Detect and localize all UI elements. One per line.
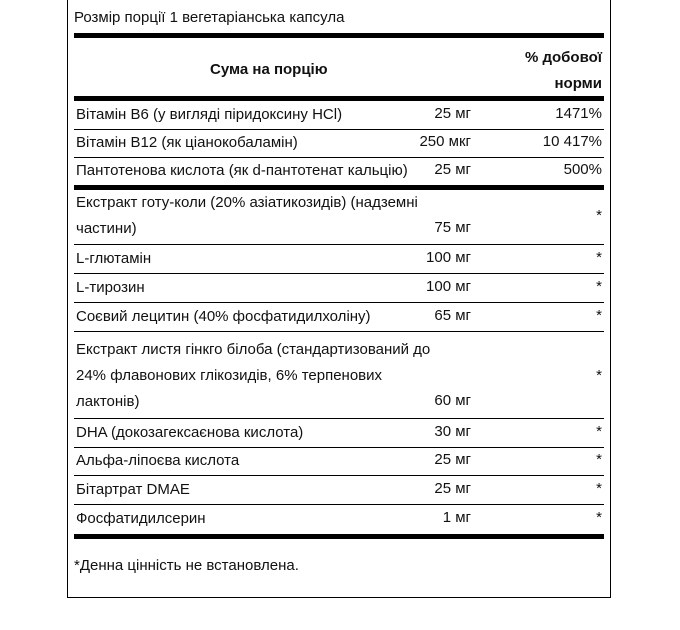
nutrient-daily-value: * [596, 307, 602, 324]
nutrient-name-line: DHA (докозагексаєнова кислота) [76, 424, 304, 441]
nutrient-name [76, 506, 206, 532]
nutrient-name-line: Соєвий лецитин (40% фосфатидилхоліну) [76, 308, 371, 325]
nutrient-name [76, 448, 239, 474]
nutrient-daily-value: * [596, 207, 602, 224]
nutrient-row [74, 188, 604, 244]
nutrient-amount: 100 мг [426, 249, 471, 266]
nutrient-name-line: L-тирозин [76, 279, 145, 296]
thick-divider [74, 534, 604, 539]
nutrient-name-line: Бітартрат DMAE [76, 481, 190, 498]
nutrient-name [76, 420, 303, 446]
thick-divider-top [74, 33, 604, 38]
nutrient-name [76, 304, 371, 330]
nutrient-daily-value: 1471% [555, 105, 602, 122]
nutrient-name-line: Фосфатидилсерин [76, 510, 206, 527]
nutrient-row [74, 302, 604, 331]
nutrient-amount: 250 мкг [419, 133, 471, 150]
nutrient-daily-value: * [596, 423, 602, 440]
nutrient-name-line: Екстракт готу-коли (20% азіатикозидів) (надземні [76, 194, 418, 211]
nutrient-name [76, 246, 151, 272]
nutrient-amount: 25 мг [434, 161, 471, 178]
supplement-facts-panel [67, 0, 611, 598]
daily-value-header [512, 45, 602, 97]
nutrient-name-line: Вітамін В12 (як ціанокобаламін) [76, 134, 298, 151]
nutrient-amount: 25 мг [434, 480, 471, 497]
nutrient-daily-value: * [596, 451, 602, 468]
nutrient-amount: 65 мг [434, 307, 471, 324]
nutrient-daily-value: * [596, 249, 602, 266]
nutrient-name [76, 275, 145, 301]
nutrient-row [74, 273, 604, 302]
nutrient-amount: 25 мг [434, 451, 471, 468]
nutrient-daily-value: * [596, 509, 602, 526]
daily-value-header-line2: норми [554, 75, 602, 92]
nutrient-amount: 100 мг [426, 278, 471, 295]
nutrient-daily-value: * [596, 278, 602, 295]
nutrient-daily-value: 500% [563, 161, 602, 178]
daily-value-header-line1: % добової [524, 49, 602, 66]
serving-size: Розмір порції 1 вегетаріанська капсула [74, 9, 345, 26]
nutrient-row [74, 244, 604, 273]
nutrient-row [74, 334, 604, 418]
nutrient-name-line: 24% флавонових глікозидів, 6% терпенових [76, 367, 383, 384]
nutrient-name-line: частини) [76, 220, 137, 237]
nutrient-amount: 1 мг [442, 509, 471, 526]
nutrient-row [74, 447, 604, 475]
nutrient-amount: 25 мг [434, 105, 471, 122]
nutrient-name-line: лактонів) [76, 393, 140, 410]
nutrient-name-line: Вітамін В6 (у вигляді піридоксину HCl) [76, 106, 343, 123]
nutrient-name-line: Альфа-ліпоєва кислота [76, 452, 240, 469]
nutrient-daily-value: * [596, 367, 602, 384]
nutrient-amount: 75 мг [434, 219, 471, 236]
row-divider [74, 331, 604, 332]
nutrient-row [74, 475, 604, 504]
nutrient-name-line: Екстракт листя гінкго білоба (стандартизований до [76, 341, 431, 358]
nutrient-row [74, 504, 604, 534]
nutrient-name [76, 130, 298, 156]
nutrient-row [74, 129, 604, 157]
nutrient-amount: 30 мг [434, 423, 471, 440]
nutrient-amount: 60 мг [434, 392, 471, 409]
nutrient-daily-value: * [596, 480, 602, 497]
nutrient-name-line: L-глютамін [76, 250, 152, 267]
amount-per-serving-header: Сума на порцію [210, 61, 328, 78]
nutrient-name [76, 477, 190, 503]
nutrient-row [74, 418, 604, 447]
nutrient-row [74, 101, 604, 129]
nutrient-name [76, 102, 342, 128]
nutrient-daily-value: 10 417% [542, 133, 602, 150]
footnote: *Денна цінність не встановлена. [74, 557, 299, 574]
nutrient-name-line: Пантотенова кислота (як d-пантотенат кальцію) [76, 162, 408, 179]
nutrient-row [74, 157, 604, 185]
